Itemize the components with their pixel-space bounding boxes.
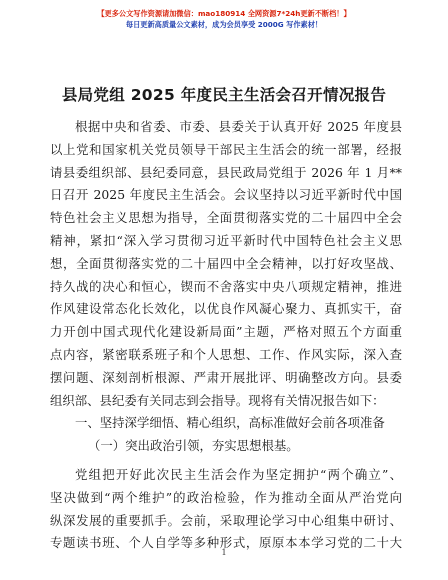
paragraph-line: 党组把开好此次民主生活会作为坚定拥护“两个确立”、: [75, 466, 402, 482]
paragraph-line: 精神，紧扣“深入学习贯彻习近平新时代中国特色社会主义思: [50, 232, 402, 248]
paragraph-line: 特色社会主义思想为指导，全面贯彻落实党的二十届四中全会: [50, 210, 402, 226]
paragraph-line: 请县委组织部、县纪委同意，县民政局党组于 2026 年 1 月**: [50, 164, 402, 180]
document-body: [50, 116, 402, 555]
promo-banner: [0, 8, 448, 30]
paragraph-line: 作风建设常态化长效化，以优良作风凝心聚力、真抓实干，奋: [50, 301, 402, 317]
paragraph-line: 纵深发展的重要抓手。会前，采取理论学习中心组集中研讨、: [50, 512, 402, 528]
paragraph-line: 根据中央和省委、市委、县委关于认真开好 2025 年度县: [75, 119, 402, 134]
paragraph-line: 摆问题、深刻剖析根源、严肃开展批评、明确整改方向。县委: [50, 369, 402, 385]
paragraph-line: 力开创中国式现代化建设新局面”主题，严格对照五个方面重: [50, 324, 402, 340]
paragraph-line: 点内容，紧密联系班子和个人思想、工作、作风实际，深入查: [50, 346, 402, 362]
document-title: 县局党组 2025 年度民主生活会召开情况报告: [61, 86, 387, 104]
paragraph-line: 想，全面贯彻落实党的二十届四中全会精神，以打好攻坚战、: [50, 255, 402, 271]
paragraph-political: [50, 464, 402, 555]
page-number: 1: [221, 548, 227, 557]
paragraph-line: 日召开 2025 年度民主生活会。会议坚持以习近平新时代中国: [50, 187, 402, 203]
paragraph-line: 组织部、县纪委有关同志到会指导。现将有关情况报告如下：: [50, 392, 385, 408]
promo-banner-line-1: 【更多公文写作资源请加微信：mao180914 全网资源7*24h更新不断档！】: [97, 9, 351, 18]
paragraph-line: 持久战的决心和恒心，锲而不舍落实中央八项规定精神，推进: [50, 278, 402, 294]
subsection-heading-1: （一）突出政治引领，夯实思想根基。: [88, 438, 299, 454]
paragraph-line: 坚决做到“两个维护”的政治检验，作为推动全面从严治党向: [50, 489, 402, 505]
paragraph-line: 专题读书班、个人自学等多种形式，原原本本学习党的二十大: [50, 535, 402, 551]
section-heading-1: 一、坚持深学细悟、精心组织，高标准做好会前各项准备: [75, 415, 385, 431]
paragraph-intro: [50, 116, 402, 412]
promo-banner-line-2: 每日更新高质量公文素材，成为会员享受 2000G 写作素材！: [125, 20, 323, 29]
paragraph-line: 以上党和国家机关党员领导干部民主生活会的统一部署，经报: [50, 141, 402, 157]
